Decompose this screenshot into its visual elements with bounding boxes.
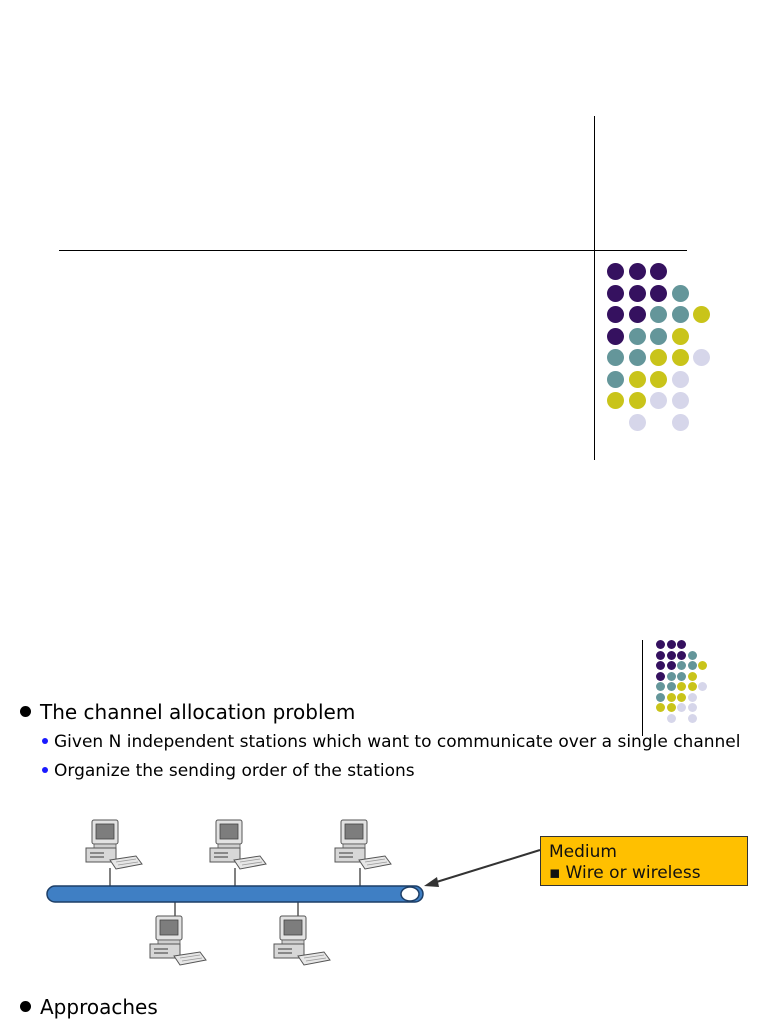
decorative-dot [667, 703, 676, 712]
decorative-dot [667, 682, 676, 691]
desktop-computer-icon [86, 820, 142, 869]
decorative-dot [629, 306, 646, 323]
decorative-dot [650, 263, 667, 280]
decorative-dot [607, 392, 624, 409]
decorative-dot [677, 661, 686, 670]
decorative-dot [656, 703, 665, 712]
callout-item: ▪ Wire or wireless [549, 863, 739, 884]
decorative-dot [656, 661, 665, 670]
decorative-dot [607, 263, 624, 280]
decorative-dot [650, 328, 667, 345]
corner-vertical-divider [642, 640, 643, 736]
top-horizontal-divider [59, 250, 687, 251]
shared-medium-diagram [0, 800, 768, 990]
decorative-dot [629, 392, 646, 409]
decorative-dot [688, 682, 697, 691]
bullet-text: Approaches [40, 995, 158, 1019]
desktop-computer-icon [150, 916, 206, 965]
decorative-dot [607, 285, 624, 302]
decorative-dot [667, 714, 676, 723]
decorative-dot [698, 661, 707, 670]
decorative-dot [656, 651, 665, 660]
decorative-dot [650, 349, 667, 366]
sub-bullet-text: Organize the sending order of the stations [54, 761, 415, 781]
callout-title: Medium [549, 842, 617, 862]
sub-bullet-sending-order [42, 760, 415, 782]
bus-medium [47, 886, 423, 902]
decorative-dot [607, 306, 624, 323]
decorative-dot [656, 682, 665, 691]
decorative-dot [629, 414, 646, 431]
decorative-dot [629, 371, 646, 388]
decorative-dot [698, 682, 707, 691]
decorative-dot [688, 661, 697, 670]
decorative-dot [688, 703, 697, 712]
decorative-dot [667, 693, 676, 702]
decorative-dot [677, 672, 686, 681]
decorative-dot [693, 349, 710, 366]
decorative-dot [672, 392, 689, 409]
decorative-dot [677, 682, 686, 691]
sub-bullet-independent-stations [42, 731, 740, 753]
desktop-computer-icon [335, 820, 391, 869]
sub-bullet-dot-icon [42, 738, 48, 744]
decorative-dot [650, 306, 667, 323]
decorative-dot [672, 414, 689, 431]
decorative-dot [656, 693, 665, 702]
decorative-dot [672, 371, 689, 388]
decorative-dot [629, 328, 646, 345]
sub-bullet-dot-icon [42, 767, 48, 773]
decorative-dot [672, 328, 689, 345]
decorative-dot [667, 661, 676, 670]
bullet-channel-allocation [20, 700, 355, 724]
desktop-computer-icon [210, 820, 266, 869]
decorative-dot [688, 693, 697, 702]
bullet-text: The channel allocation problem [40, 700, 356, 724]
desktop-computer-icon [274, 916, 330, 965]
decorative-dot [688, 714, 697, 723]
decorative-dot [607, 371, 624, 388]
decorative-dot [650, 392, 667, 409]
bullet-dot-icon [20, 1001, 31, 1012]
decorative-dot [677, 640, 686, 649]
medium-callout-box [540, 836, 748, 886]
decorative-dot [672, 306, 689, 323]
decorative-dot [688, 672, 697, 681]
decorative-dot [650, 285, 667, 302]
bullet-approaches [20, 995, 158, 1019]
decorative-dot [650, 371, 667, 388]
decorative-dot [629, 263, 646, 280]
sub-bullet-text: Given N independent stations which want to communicate over a single channel [54, 732, 741, 752]
decorative-dot [677, 651, 686, 660]
decorative-dot [607, 349, 624, 366]
decorative-dot [672, 285, 689, 302]
decorative-dot [667, 651, 676, 660]
decorative-dot [677, 703, 686, 712]
decorative-dot [656, 672, 665, 681]
arrow-head-icon [424, 877, 439, 887]
decorative-dot [656, 640, 665, 649]
bullet-dot-icon [20, 706, 31, 717]
decorative-dot [667, 640, 676, 649]
bus-end-cap [401, 887, 419, 901]
decorative-dot [677, 693, 686, 702]
decorative-dot [667, 672, 676, 681]
decorative-dot [629, 349, 646, 366]
callout-arrow [430, 850, 540, 884]
top-vertical-divider [594, 116, 595, 460]
decorative-dot [688, 651, 697, 660]
decorative-dot [693, 306, 710, 323]
decorative-dot [672, 349, 689, 366]
decorative-dot [629, 285, 646, 302]
decorative-dot [607, 328, 624, 345]
